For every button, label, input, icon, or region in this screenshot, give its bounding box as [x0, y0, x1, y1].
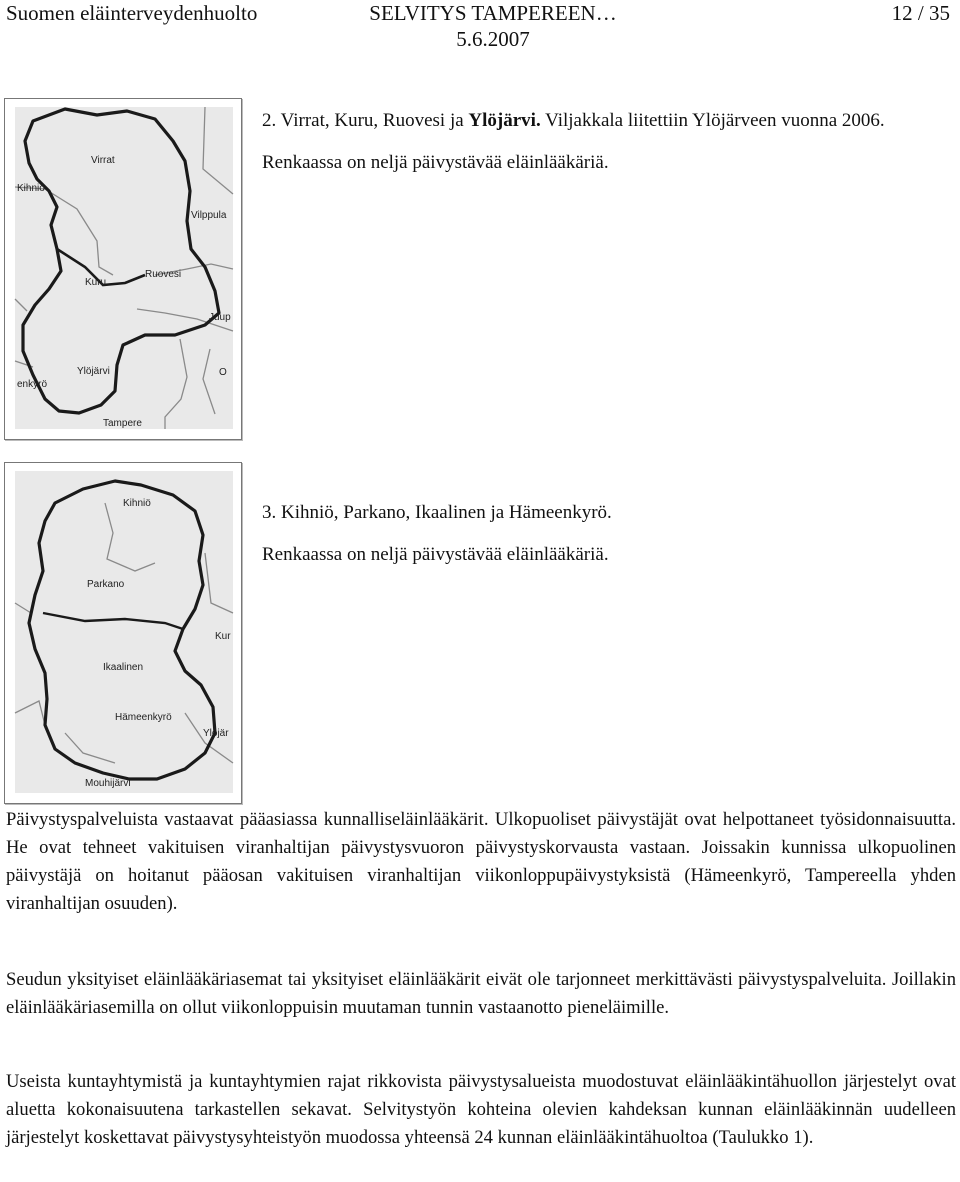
map2-label-ylojar: Ylöjär [203, 728, 229, 739]
map1-label-ylojarvi: Ylöjärvi [77, 366, 110, 377]
map1-label-kuru: Kuru [85, 277, 107, 288]
map-kihnio-parkano-ikaalinen-hameenkyro [4, 462, 242, 804]
caption-ring-2-title: 2. Virrat, Kuru, Ruovesi ja Ylöjärvi. Viljakkala liitettiin Ylöjärveen vuonna 2006. [262, 110, 885, 131]
map2-label-parkano: Parkano [87, 579, 125, 590]
map2-label-hameenkyro: Hämeenkyrö [115, 712, 172, 723]
map1-label-juup: Juup [209, 312, 231, 323]
map1-label-vilppula: Vilppula [191, 210, 227, 221]
caption-ring-2 [262, 108, 952, 176]
paragraph-arrangements: Useista kuntayhtymistä ja kuntayhtymien rajat rikkovista päivystysalueista muodostuvat eläinlääkintähuollon järjestelyt ovat aluetta kokonaisuutena tarkastellen sekavat. Selvitystyön kohteina olevien kahdeksan kunnan eläinlääkinnän uudelleen järjestelyt koskettavat päivystysyhteistyön muodossa yhteensä 24 kunnan eläinlääkintähuoltoa (Taulukko 1). [6, 1071, 956, 1148]
map1-label-tampere: Tampere [103, 418, 142, 429]
caption-ring-3-title: 3. Kihniö, Parkano, Ikaalinen ja Hämeenkyrö. [262, 502, 612, 523]
map1-label-kihnio: Kihniö [17, 183, 45, 194]
caption-ring-3-note: Renkaassa on neljä päivystävää eläinlääkäriä. [262, 544, 609, 565]
caption-ring-2-note: Renkaassa on neljä päivystävää eläinlääkäriä. [262, 152, 609, 173]
caption-ring-3 [262, 500, 952, 568]
paragraph-private-clinics: Seudun yksityiset eläinlääkäriasemat tai yksityiset eläinlääkärit eivät ole tarjonneet merkittävästi päivystyspalveluita. Joillakin eläinlääkäriasemilla on ollut viikonloppuisin muutaman tunnin vastaanotto pieneläimille. [6, 969, 956, 1018]
header-org: Suomen eläinterveydenhuolto [6, 1, 258, 25]
map1-label-ruovesi: Ruovesi [145, 269, 182, 280]
header-date: 5.6.2007 [456, 27, 530, 51]
map1-label-enkyro: enkyrö [17, 379, 48, 390]
page-number: 12 / 35 [891, 1, 950, 25]
map1-background [15, 107, 233, 429]
map2-label-kur: Kur [215, 631, 231, 642]
map2-label-kihnio: Kihniö [123, 498, 151, 509]
map1-svg [5, 99, 241, 439]
map1-label-virrat: Virrat [91, 155, 115, 166]
header-title-block [348, 0, 638, 52]
map2-svg [5, 463, 241, 803]
map1-label-o: O [219, 367, 227, 378]
header-title: SELVITYS TAMPEREEN… [369, 1, 617, 25]
map2-label-mouhijarvi: Mouhijärvi [85, 778, 131, 789]
map2-label-ikaalinen: Ikaalinen [103, 662, 144, 673]
paragraph-duty-services: Päivystyspalveluista vastaavat pääasiassa kunnalliseläinlääkärit. Ulkopuoliset päivystäjät ovat helpottaneet työsidonnaisuutta. He ovat tehneet vakituisen viranhaltijan päivystysvuoron päivystyskorvausta vastaan. Joissakin kunnissa ulkopuolinen päivystäjä on hoitanut pääosan vakituisen viranhaltijan viikonloppupäivystyksistä (Hämeenkyrö, Tampereella yhden viranhaltijan osuuden). [6, 809, 956, 914]
map-virrat-kuru-ruovesi-ylojarvi [4, 98, 242, 440]
